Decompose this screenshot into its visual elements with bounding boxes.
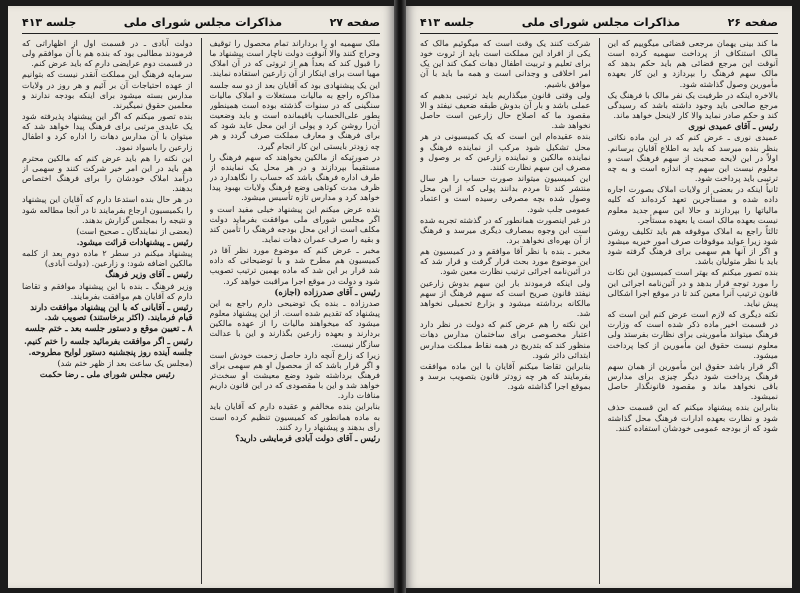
page-header [22, 14, 380, 30]
journal-title: مذاکرات مجلس شورای ملی [123, 15, 283, 29]
paragraph: پیشنهاد میکنم در سطر ۲ ماده دوم بعد از کلمه مالکین اضافه شود: و زارعین. (دولت آبادی) [22, 248, 193, 269]
paragraph: بنابراین بنده پیشنهاد میکنم که این قسمت حذف شود و نظارت بعهده ادارات فرهنگ محل گذاشته شود که از بودجه عمومی خودشان استفاده کنند. [607, 402, 778, 433]
section-heading: ۸ ـ تعیین موقع و دستور جلسه بعد ـ ختم جلسه [25, 324, 193, 335]
column-left [22, 38, 193, 584]
journal-title: مذاکرات مجلس شورای ملی [521, 15, 681, 29]
paragraph: بالاخره اینکه در طرفیت یک نفر مالک با فرهنگ یک مرجع صالحی باید وجود داشته باشد که رسیدگی کند و حکم صادر نماید والا کار لاینحل خواهد ماند. [607, 89, 778, 121]
paragraph: شرکت کنند یک وقت است که میگوئیم مالک که یکی از افراد این مملکت است باید از ثروت خود برای تعلیم و تربیت اطفال دهات کمک کند این یک امر اخلاقی و وجدانی است و همه ما باید با آن موافق باشیم. [420, 38, 591, 89]
paragraph: بنده تصور میکنم که بهتر است کمیسیون این نکات را مورد توجه قرار بدهد و در آئین‌نامه اجرائی این قانون ترتیب آنرا معین کند تا در موقع اجرا اشکالی پیش نیاید. [607, 267, 778, 308]
paragraph: ولی اینکه فرمودند بار این سهم بدوش زارعین نیفتد قانون صریح است که سهم فرهنگ از سهم مالکانه برداشته میشود و بزارع تحمیلی نخواهد شد. [420, 277, 591, 319]
paragraph: زیرا که زارع آنچه دارد حاصل زحمت خودش است و اگر قرار باشد که از محصول او هم سهمی برای فرهنگ برداشته شود وضع معیشت او سخت‌تر خواهد شد و این با مقصودی که در این قانون داریم منافات دارد. [209, 349, 380, 401]
page-number: صفحه ۲۶ [727, 15, 778, 29]
paragraph: (مجلس یک ساعت بعد از ظهر ختم شد) [57, 357, 193, 368]
header-rule [420, 33, 778, 34]
page-27 [8, 6, 394, 588]
page-header [420, 14, 778, 30]
speaker-line: رئیس ـ آقای وزیر فرهنگ [105, 269, 193, 280]
column-left [420, 38, 591, 584]
column-divider [599, 38, 600, 584]
speaker-line: رئیس ـ آقای صدرزاده (اجازه) [274, 286, 380, 297]
speaker-line: رئیس ـ آقایانی که با این پیشنهاد موافقت دارند قیام فرمایند. (اکثر برخاستند) تصویب شد. [30, 301, 193, 323]
paragraph: دولت آبادی ـ در قسمت اول از اظهاراتی که فرمودند مطالبی بود که بنده هم با آن موافقم ولی در قسمت دوم عرایضی دارم که باید عرض کنم. [22, 38, 193, 69]
column-right [210, 38, 381, 584]
paragraph: این نکته را هم باید عرض کنم که مالکین محترم هم باید در این امر خیر شرکت کنند و سهمی از درآمد املاک خودشان را برای فرهنگ اختصاص بدهند. [22, 152, 193, 194]
speaker-line: رئیس ـ اگر موافقت بفرمائید جلسه را ختم کنیم. جلسه آینده روز پنجشنبه دستور لوایح مطروحه. [24, 336, 193, 357]
paragraph: بنده تصور میکنم که اگر این پیشنهاد پذیرفته شود یک عایدی مرتبی برای فرهنگ پیدا خواهد شد که میتوان با آن مدارس دهات را اداره کرد و اطفال زارعین را باسواد نمود. [22, 111, 193, 152]
column-divider [201, 38, 202, 584]
paragraph: اگر قرار باشد حقوق این مأمورین از همان سهم فرهنگ پرداخت شود دیگر چیزی برای مدارس باقی نخواهد ماند و مقصود قانونگذار حاصل نمیشود. [607, 360, 778, 402]
paragraph: مخبر ـ عرض کنم که موضوع مورد نظر آقا در کمیسیون هم مطرح شد و با توضیحاتی که داده شد قرار بر این شد که ماده بهمین ترتیب تصویب شود و دولت در موقع اجرا مراقبت خواهد کرد. [209, 245, 380, 286]
book-gutter [394, 0, 406, 593]
paragraph: این نکته را هم عرض کنم که دولت در نظر دارد اعتبار مخصوصی برای ساختمان مدارس دهات منظور کند که بتدریج در همه نقاط مملکت مدارس ابتدائی دائر شود. [420, 319, 591, 360]
page-26 [406, 6, 792, 588]
header-rule [22, 33, 380, 34]
paragraph: این یک پیشنهادی بود که آقایان بعد از دو سه جلسه مذاکره راجع به مالیات مستغلات و املاک مالیات سنگینی که در سنوات گذشته بوده است همینطور بطور علی‌الحساب باقیمانده است و باید وضعیت آن‌را روشن کرد و پولی از این محل عاید شود که برای فرهنگ و معارف مملکت صرف گردد و هر چه زودتر بایستی این کار انجام گیرد. [209, 79, 380, 151]
session-number: جلسه ۴۱۳ [420, 15, 475, 29]
paragraph: ملک سهمیه او را برداراند تمام محصول را توقیف وحراج کنند والا آنوقت دولت ناچار است پیشنهاد ما را قبول کند که بعداً هم از ثروتی که در آن املاک مهیا است برای اینکار از آن زارعین استفاده نمایند. [209, 38, 380, 79]
page-body [420, 38, 778, 584]
paragraph: ثالثاً راجع به املاک موقوفه هم باید تکلیف روشن شود زیرا عواید موقوفات صرف امور خیریه میشود و اگر از آنها هم سهمی برای فرهنگ گرفته شود باید با نظر متولیان باشد. [607, 225, 778, 267]
paragraph: مخبر ـ بنده با نظر آقا موافقم و در کمیسیون هم این موضوع مورد بحث قرار گرفت و قرار شد که در آئین‌نامه اجرائی ترتیب نظارت معین شود. [420, 246, 591, 277]
paragraph: ما کند بینی یهمان مرجعی قضائی میگوییم که این مالک استنکاف از پرداخت سهمیه کرده است آنوقت این مرجع قضائی هم باید حکم بدهد که مالک سهم فرهنگ را بپردازد و این کار بعهده مأمورین وصول گذاشته شود. [607, 38, 778, 89]
paragraph: وزیر فرهنگ ـ بنده با این پیشنهاد موافقم و تقاضا دارم که آقایان هم موافقت بفرمایند. [22, 280, 193, 301]
signature-line: رئیس مجلس شورای ملی ـ رضا حکمت [39, 368, 175, 379]
speaker-line: رئیس ـ پیشنهادات قرائت میشود. [76, 236, 193, 247]
page-number: صفحه ۲۷ [329, 15, 380, 29]
paragraph: در غیر اینصورت همانطور که در گذشته تجربه شده است این وجوه بمصارف دیگری میرسد و فرهنگ از آن بهره‌ای نخواهد برد. [420, 214, 591, 245]
paragraph: در هر حال بنده استدعا دارم که آقایان این پیشنهاد را بکمیسیون ارجاع بفرمایند تا در آنجا مطالعه شود و نتیجه را بمجلس گزارش بدهند. [22, 194, 193, 225]
paragraph: (بعضی از نمایندگان ـ صحیح است) [76, 225, 193, 236]
speaker-line: رئیس ـ آقای دولت آبادی فرمایشی دارید؟ [235, 432, 380, 443]
paragraph: بنده عقیده‌ام این است که یک کمیسیونی در هر محل تشکیل شود مرکب از نماینده فرهنگ و نماینده مالکین و نماینده زارعین که بر وصول و مصرف این سهم نظارت کنند. [420, 131, 591, 172]
speaker-line: رئیس ـ آقای عمیدی نوری [688, 121, 778, 132]
paragraph: سرمایه فرهنگ این مملکت آنقدر نیست که بتوانیم از عهده احتیاجات آن بر آئیم و هر روز در ولایات مدارس بسته میشود برای اینکه بودجه ندارند و معلمین حقوق نمیگیرند. [22, 69, 193, 110]
session-number: جلسه ۴۱۳ [22, 15, 77, 29]
paragraph: بنده عرض میکنم این پیشنهاد خیلی مفید است و اگر مجلس شورای ملی موافقت بفرماید دولت مکلف است از این محل بودجه فرهنگ را تأمین کند و بقیه را صرف عمران دهات نماید. [209, 203, 380, 244]
paragraph: عمیدی نوری ـ عرض کنم که در این ماده نکاتی بنظر بنده میرسد که باید به اطلاع آقایان برسانم. اولاً در این لایحه صحبت از سهم فرهنگ است و معلوم نیست این سهم چه اندازه است و به چه ترتیبی باید پرداخت شود. [607, 132, 778, 184]
column-right [608, 38, 779, 584]
paragraph: این کمیسیون میتواند صورت حساب را هر سال منتشر کند تا مردم بدانند پولی که از این محل وصول شده بچه مصرفی رسیده است و اعتماد عمومی جلب شود. [420, 173, 591, 214]
paragraph: ولی وقتی قانون میگذاریم باید ترتیبی بدهیم که عملی باشد و بار آن بدوش طبقه ضعیف نیفتد و الا مقصود ما که اصلاح حال زارعین است حاصل نخواهد شد. [420, 89, 591, 131]
paragraph: در صورتیکه از مالکین بخواهند که سهم فرهنگ را مستقیماً بپردازند و در هر محل یک نماینده از طرف اداره فرهنگ باشد که حساب را نگاهدارد در ظرف مدت کوتاهی وضع فرهنگ ولایات بهبود پیدا خواهد کرد و مدارس تازه تأسیس میشود. [209, 151, 380, 203]
paragraph: صدرزاده ـ بنده یک توضیحی دارم راجع به این پیشنهاد که تقدیم شده است. از این پیشنهاد معلوم میشود که میخواهند مالیات را از عهده مالکین بردارند و بعهده زارعین بگذارند و این با عدالت سازگار نیست. [209, 297, 380, 349]
page-body [22, 38, 380, 584]
paragraph: نکته دیگری که لازم است عرض کنم این است که در قسمت اخیر ماده ذکر شده است که وزارت فرهنگ میتواند مأمورینی برای نظارت بفرستد ولی معلوم نیست حقوق این مأمورین از کجا پرداخت میشود. [607, 309, 778, 360]
paragraph: بنابراین تقاضا میکنم آقایان با این ماده موافقت بفرمایند که هر چه زودتر قانون بتصویب برسد و بموقع اجرا گذاشته شود. [420, 360, 591, 392]
paragraph: بنابراین بنده مخالفم و عقیده دارم که آقایان باید به ماده همانطور که کمیسیون تنظیم کرده است رأی بدهند و پیشنهاد را رد کنند. [209, 401, 380, 432]
paragraph: ثانیاً اینکه در بعضی از ولایات املاک بصورت اجاره داده شده و مستأجرین تعهد کرده‌اند که کلیه مالیاتها را بپردازند و حالا این سهم جدید معلوم نیست بعهده مالک است یا بعهده مستأجر. [607, 184, 778, 225]
